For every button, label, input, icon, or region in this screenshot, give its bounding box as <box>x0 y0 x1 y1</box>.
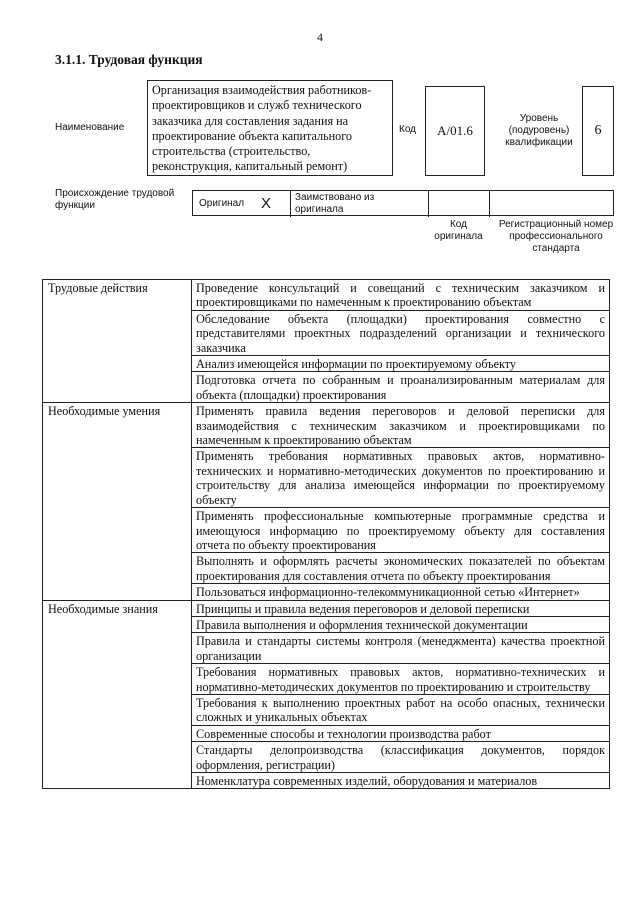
item-cell: Номенклатура современных изделий, оборудования и материалов <box>192 773 610 789</box>
origin-label: Происхождение трудовой функции <box>55 188 175 211</box>
item-cell: Правила выполнения и оформления технической документации <box>192 616 610 632</box>
item-cell: Применять профессиональные компьютерные программные средства и имеющуюся информацию по проектируемому объекту для составления отчета по объекту проектирования <box>192 508 610 553</box>
item-cell: Применять правила ведения переговоров и деловой переписки для взаимодействия с техническим заказчиком и проектировщиками по намеченным к проектированию объектам <box>192 403 610 448</box>
category-cell: Необходимые знания <box>43 600 192 789</box>
origin-row <box>192 190 614 216</box>
name-label: Наименование <box>55 122 125 133</box>
origin-code-cell <box>429 191 490 217</box>
item-cell: Требования нормативных правовых актов, нормативно-технических и нормативно-методических документов по проектированию и строительству <box>192 664 610 695</box>
item-cell: Выполнять и оформлять расчеты экономических показателей по объектам проектирования для составления отчета по объекту проектирования <box>192 553 610 584</box>
page-number: 4 <box>317 30 323 44</box>
borrowed-cell <box>291 191 429 217</box>
level-value: 6 <box>594 123 602 138</box>
item-cell: Обследование объекта (площадки) проектирования совместно с представителями проектных подразделений организации и технического заказчика <box>192 310 610 355</box>
table-row <box>43 403 610 448</box>
regnum-caption: Регистрационный номер профессионального стандарта <box>498 219 614 254</box>
item-cell: Применять требования нормативных правовых актов, нормативно-технических и нормативно-методических документов по проектированию и строительству для анализа имеющейся информации по проектируемому объекту <box>192 448 610 508</box>
code-value: А/01.6 <box>437 123 473 138</box>
item-cell: Принципы и правила ведения переговоров и деловой переписки <box>192 600 610 616</box>
item-cell: Пользоваться информационно-телекоммуникационной сетью «Интернет» <box>192 584 610 600</box>
item-cell: Подготовка отчета по собранным и проанализированным материалам для объекта (площадки) проектирования <box>192 372 610 403</box>
item-cell: Современные способы и технологии производства работ <box>192 725 610 741</box>
original-label: Оригинал <box>199 198 245 209</box>
table-row <box>43 600 610 616</box>
item-cell: Проведение консультаций и совещаний с техническим заказчиком и проектировщиками по намеченным к проектированию объектам <box>192 280 610 311</box>
code-value-box <box>425 86 485 176</box>
item-cell: Стандарты делопроизводства (классификация документов, порядок оформления, регистрации) <box>192 742 610 773</box>
table-row <box>43 280 610 311</box>
category-cell: Необходимые умения <box>43 403 192 600</box>
origin-regnum-cell <box>490 191 613 217</box>
category-cell: Трудовые действия <box>43 280 192 403</box>
level-label: Уровень (подуровень) квалификации <box>505 113 573 148</box>
function-details-table <box>42 279 610 789</box>
code-caption: Код оригинала <box>434 219 483 242</box>
original-cell <box>193 191 291 217</box>
item-cell: Правила и стандарты системы контроля (менеджмента) качества проектной организации <box>192 633 610 664</box>
function-name-box: Организация взаимодействия работников-проектировщиков и служб технического заказчика для составления задания на проектирование объекта капитального строительства (строительство, реконструкция, капитальный ремонт) <box>147 80 393 176</box>
code-label: Код <box>399 124 417 135</box>
item-cell: Анализ имеющейся информации по проектируемому объекту <box>192 356 610 372</box>
item-cell: Требования к выполнению проектных работ на особо опасных, технически сложных и уникальных объектах <box>192 694 610 725</box>
original-mark: X <box>261 195 272 212</box>
section-title: 3.1.1. Трудовая функция <box>55 52 203 67</box>
borrowed-label: Заимствовано из оригинала <box>295 192 375 215</box>
level-value-box <box>582 86 614 176</box>
